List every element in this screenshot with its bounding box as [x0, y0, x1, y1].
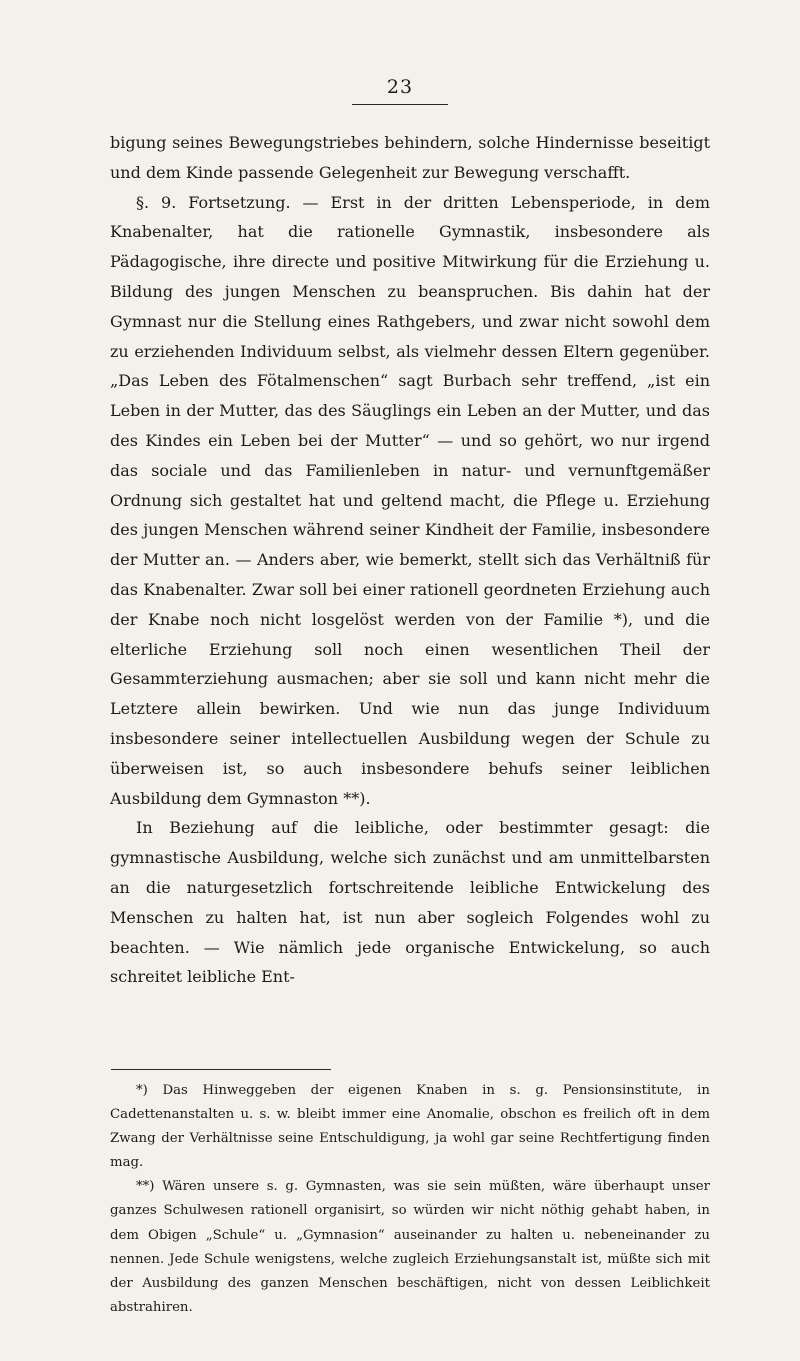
- footnote-rule: [111, 1069, 331, 1070]
- paragraph-continuation: bigung seines Bewegungstriebes behindern, solche Hindernisse beseitigt und dem Kinde passende Gelegenheit zur Bewegung verschafft.: [110, 133, 710, 182]
- footnotes: [110, 1079, 710, 1320]
- paragraph-gymnastic-education: In Beziehung auf die leibliche, oder bestimmter gesagt: die gymnastische Ausbildung, welche sich zunächst und am unmittelbarsten an die naturgesetzlich fortschreitende leibliche Entwickelung des Menschen zu halten hat, ist nun aber sogleich Folgendes wohl zu beachten. — Wie nämlich jede organische Entwickelung, so auch schreitet leibliche Ent-: [110, 818, 710, 987]
- header-rule: [352, 104, 448, 105]
- paragraph-section-9: §. 9. Fortsetzung. — Erst in der dritten Lebensperiode, in dem Knabenalter, hat die rationelle Gymnastik, insbesondere als Pädagogische, ihre directe und positive Mitwirkung für die Erziehung u. Bildung des jungen Menschen zu beanspruchen. Bis dahin hat der Gymnast nur die Stellung eines Rathgebers, und zwar nicht sowohl dem zu erziehenden Individuum selbst, als vielmehr dessen Eltern gegenüber. „Das Leben des Fötalmenschen“ sagt Burbach sehr treffend, „ist ein Leben in der Mutter, das des Säuglings ein Leben an der Mutter, und das des Kindes ein Leben bei der Mutter“ — und so gehört, wo nur irgend das sociale und das Familienleben in natur- und vernunftgemäßer Ordnung sich gestaltet hat und geltend macht, die Pflege u. Erziehung des jungen Menschen während seiner Kindheit der Familie, insbesondere der Mutter an. — Anders aber, wie bemerkt, stellt sich das Verhältniß für das Knabenalter. Zwar soll bei einer rationell geordneten Erziehung auch der Knabe noch nicht losgelöst werden von der Familie *), und die elterliche Erziehung soll noch einen wesentlichen Theil der Gesammterziehung ausmachen; aber sie soll und kann nicht mehr die Letztere allein bewirken. Und wie nun das junge Individuum insbesondere seiner intellectuellen Ausbildung wegen der Schule zu überweisen ist, so auch insbesondere behufs seiner leiblichen Ausbildung dem Gymnaston **).: [110, 192, 710, 808]
- page-number: 23: [386, 76, 414, 98]
- footnote-1: *) Das Hinweggeben der eigenen Knaben in s. g. Pensionsinstitute, in Cadettenanstalten u. s. w. bleibt immer eine Anomalie, obschon es freilich oft in dem Zwang der Verhältnisse seine Entschuldigung, ja wohl gar seine Rechtfertigung finden mag.: [110, 1083, 710, 1171]
- main-text: [110, 128, 710, 992]
- footnote-2: **) Wären unsere s. g. Gymnasten, was sie sein müßten, wäre überhaupt unser ganzes Schulwesen rationell organisirt, so würden wir nicht nöthig gehabt haben, in dem Obigen „Schule“ u. „Gymnasion“ auseinander zu halten u. nebeneinander zu nennen. Jede Schule wenigstens, welche zugleich Erziehungsanstalt ist, müßte sich mit der Ausbildung des ganzen Menschen beschäftigen, nicht von dessen Leiblichkeit abstrahiren.: [110, 1179, 710, 1315]
